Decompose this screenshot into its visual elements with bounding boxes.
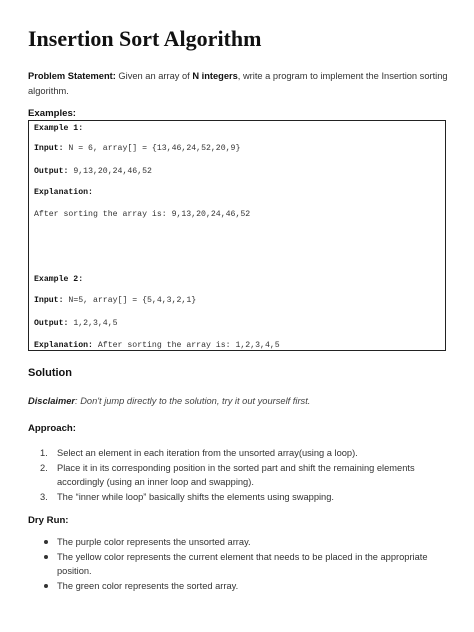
list-item: The purple color represents the unsorted array. [40,535,440,550]
example2-explanation: Explanation: After sorting the array is: 1,2,3,4,5 [34,341,280,350]
problem-statement [28,69,448,99]
dry-run-heading: Dry Run: [28,515,69,526]
solution-heading: Solution [28,367,72,379]
example1-explanation-label: Explanation: [34,188,93,197]
list-item: The yellow color represents the current element that needs to be placed in the appropriate position. [40,550,440,579]
example2-label: Example 2: [34,275,84,284]
example1-explanation: After sorting the array is: 9,13,20,24,46,52 [34,210,251,219]
problem-text-after: , write a program to implement the Insertion sorting algorithm. [28,71,448,96]
example1-label: Example 1: [34,124,84,133]
page-title: Insertion Sort Algorithm [28,26,262,51]
disclaimer-label: Disclaimer [28,396,76,406]
problem-text-before: Given an array of [118,71,193,81]
list-item: The green color represents the sorted array. [40,579,440,594]
problem-statement-label: Problem Statement: [28,71,116,81]
example1-input: Input: N = 6, array[] = {13,46,24,52,20,9} [34,144,241,153]
bullet-icon [44,584,48,588]
dry-run-list [40,535,440,593]
example2-output: Output: 1,2,3,4,5 [34,319,118,328]
disclaimer-text: : Don't jump directly to the solution, try it out yourself first. [75,396,311,406]
example2-input: Input: N=5, array[] = {5,4,3,2,1} [34,296,197,305]
disclaimer [28,396,310,406]
examples-box [28,120,446,351]
list-item: 1. Select an element in each iteration from the unsorted array(using a loop). [40,448,358,458]
example1-output: Output: 9,13,20,24,46,52 [34,167,152,176]
list-item: 3. The “inner while loop” basically shifts the elements using swapping. [40,491,334,502]
examples-heading: Examples: [28,108,76,119]
approach-list [40,446,440,504]
bullet-icon [44,540,48,544]
problem-bold-text: N integers [192,71,238,81]
list-item: 2. Place it in its corresponding position in the sorted part and shift the remaining elements accordingly (using an inner loop and swapping). [40,462,415,487]
approach-heading: Approach: [28,423,76,434]
bullet-icon [44,555,48,559]
